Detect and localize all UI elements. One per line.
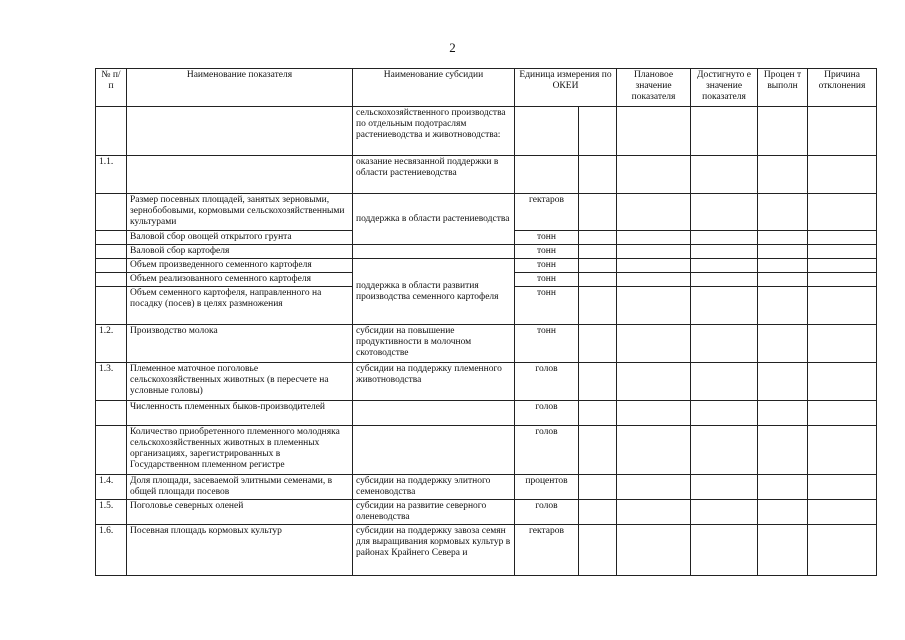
header-actual: Достигнуто е значение показателя [691, 69, 758, 107]
row-num: 1.4. [96, 475, 127, 500]
header-reason: Причина отклонения [808, 69, 877, 107]
row-name: Поголовье северных оленей [127, 500, 353, 525]
header-percent: Процен т выполн [758, 69, 808, 107]
row-num: 1.5. [96, 500, 127, 525]
table-row [96, 259, 877, 273]
row-subsidy: субсидии на поддержку завоза семян для выращивания кормовых культур в районах Крайнего Севера и [353, 525, 515, 576]
row-num [96, 259, 127, 273]
row-subsidy [353, 426, 515, 475]
row-subsidy [353, 245, 515, 259]
row-subsidy: субсидии на повышение продуктивности в молочном скотоводстве [353, 325, 515, 363]
table-row [96, 245, 877, 259]
row-unit: тонн [515, 231, 579, 245]
header-num: № п/п [96, 69, 127, 107]
row-name: Объем семенного картофеля, направленного на посадку (посев) в целях размножения [127, 287, 353, 325]
row-name: Объем произведенного семенного картофеля [127, 259, 353, 273]
table-row [96, 194, 877, 231]
row-name: Размер посевных площадей, занятых зерновыми, зернобобовыми, кормовыми сельскохозяйственными культурами [127, 194, 353, 231]
row-name: Объем реализованного семенного картофеля [127, 273, 353, 287]
header-plan: Плановое значение показателя [617, 69, 691, 107]
header-name: Наименование показателя [127, 69, 353, 107]
row-num [96, 287, 127, 325]
row-unit: голов [515, 401, 579, 426]
row-subsidy [353, 401, 515, 426]
row-unit: тонн [515, 273, 579, 287]
table-row [96, 107, 877, 156]
table-row [96, 500, 877, 525]
table-row [96, 401, 877, 426]
row-unit: гектаров [515, 525, 579, 576]
row-num: 1.3. [96, 363, 127, 401]
row-num [96, 107, 127, 156]
row-unit [515, 156, 579, 194]
row-num [96, 245, 127, 259]
row-unit: тонн [515, 259, 579, 273]
row-num [96, 194, 127, 231]
row-unit: голов [515, 500, 579, 525]
row-name: Численность племенных быков-производителей [127, 401, 353, 426]
row-unit: голов [515, 363, 579, 401]
row-name [127, 107, 353, 156]
row-unit: голов [515, 426, 579, 475]
row-name: Племенное маточное поголовье сельскохозяйственных животных (в пересчете на условные головы) [127, 363, 353, 401]
row-subsidy: субсидии на развитие северного оленеводства [353, 500, 515, 525]
row-num: 1.6. [96, 525, 127, 576]
row-subsidy: оказание несвязанной поддержки в области растениеводства [353, 156, 515, 194]
header-subsidy: Наименование субсидии [353, 69, 515, 107]
row-subsidy: поддержка в области развития производства семенного картофеля [353, 259, 515, 325]
row-num: 1.1. [96, 156, 127, 194]
table-row [96, 363, 877, 401]
row-num [96, 426, 127, 475]
row-subsidy: субсидии на поддержку племенного животноводства [353, 363, 515, 401]
row-name: Производство молока [127, 325, 353, 363]
header-unit: Единица измерения по ОКЕИ [515, 69, 617, 107]
table-row [96, 325, 877, 363]
table-header-row [96, 69, 877, 107]
row-num: 1.2. [96, 325, 127, 363]
page-number: 2 [449, 40, 456, 55]
row-name: Посевная площадь кормовых культур [127, 525, 353, 576]
row-unit: тонн [515, 287, 579, 325]
row-num [96, 401, 127, 426]
table-row [96, 156, 877, 194]
row-unit: тонн [515, 245, 579, 259]
row-name [127, 156, 353, 194]
row-subsidy: субсидии на поддержку элитного семеноводства [353, 475, 515, 500]
table-row [96, 475, 877, 500]
row-name: Доля площади, засеваемой элитными семенами, в общей площади посевов [127, 475, 353, 500]
row-unit: тонн [515, 325, 579, 363]
row-unit: гектаров [515, 194, 579, 231]
row-name: Валовой сбор картофеля [127, 245, 353, 259]
row-unit [515, 107, 579, 156]
row-num [96, 231, 127, 245]
row-subsidy: сельскохозяйственного производства по отдельным подотраслям растениеводства и животноводства: [353, 107, 515, 156]
row-name: Валовой сбор овощей открытого грунта [127, 231, 353, 245]
row-subsidy: поддержка в области растениеводства [353, 194, 515, 245]
row-num [96, 273, 127, 287]
table-row [96, 426, 877, 475]
row-name: Количество приобретенного племенного молодняка сельскохозяйственных животных в племенных организациях, зарегистрированных в Государственном племенном регистре [127, 426, 353, 475]
table-row [96, 525, 877, 576]
indicators-table [95, 68, 877, 576]
row-unit: процентов [515, 475, 579, 500]
